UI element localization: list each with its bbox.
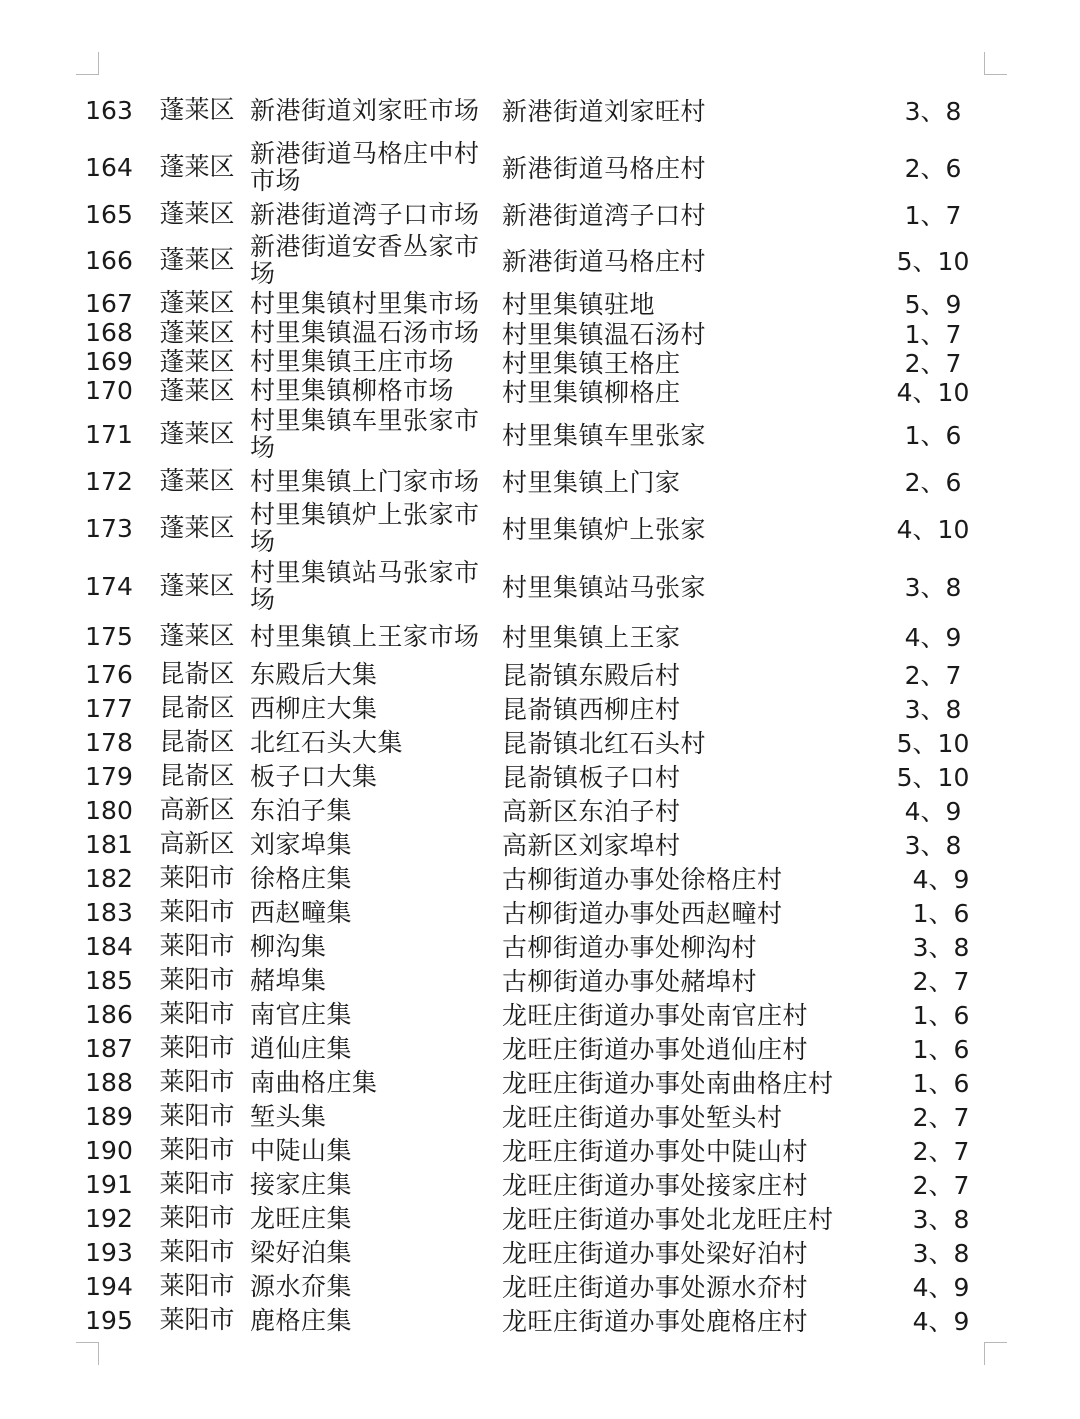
market-days-cell: 3、8 xyxy=(904,97,962,126)
market-days-cell: 1、7 xyxy=(904,201,962,230)
market-days-cell: 5、10 xyxy=(896,729,970,758)
district-cell: 蓬莱区 xyxy=(159,571,235,600)
market-name-cell: 南官庄集 xyxy=(250,999,353,1029)
district-cell: 昆嵛区 xyxy=(159,693,235,722)
location-cell: 村里集镇王格庄 xyxy=(502,348,681,378)
location-cell: 龙旺庄街道办事处接家庄村 xyxy=(502,1171,809,1200)
market-name-cell: 村里集镇上王家市场 xyxy=(250,621,480,651)
location-cell: 龙旺庄街道办事处中陡山村 xyxy=(502,1137,809,1166)
location-cell: 昆嵛镇北红石头村 xyxy=(502,729,707,758)
market-name-cell: 村里集镇村里集市场 xyxy=(250,288,480,318)
row-number: 163 xyxy=(85,95,133,125)
district-cell: 昆嵛区 xyxy=(159,727,235,756)
district-cell: 莱阳市 xyxy=(159,1237,235,1266)
market-name-cell: 村里集镇站马张家市场 xyxy=(250,558,480,614)
market-name-cell: 新港街道湾子口市场 xyxy=(250,199,480,229)
table-row xyxy=(84,691,984,725)
table-row xyxy=(84,657,984,691)
row-number: 185 xyxy=(85,965,133,995)
market-name-cell: 龙旺庄集 xyxy=(250,1203,353,1233)
district-cell: 莱阳市 xyxy=(159,1305,235,1334)
table-row xyxy=(84,1201,984,1235)
market-name-cell: 赭埠集 xyxy=(250,965,327,995)
district-cell: 蓬莱区 xyxy=(159,288,235,317)
location-cell: 村里集镇车里张家 xyxy=(502,421,707,450)
table-row xyxy=(84,997,984,1031)
location-cell: 新港街道马格庄村 xyxy=(502,154,707,183)
market-name-cell: 徐格庄集 xyxy=(250,863,353,893)
market-days-cell: 2、7 xyxy=(912,1103,970,1132)
market-name-cell: 新港街道马格庄中村市场 xyxy=(250,139,480,195)
market-name-cell: 村里集镇车里张家市场 xyxy=(250,406,480,462)
district-cell: 莱阳市 xyxy=(159,1135,235,1164)
market-days-cell: 1、6 xyxy=(912,1069,970,1098)
location-cell: 村里集镇驻地 xyxy=(502,290,656,319)
market-name-cell: 西柳庄大集 xyxy=(250,693,378,723)
district-cell: 蓬莱区 xyxy=(159,466,235,495)
market-name-cell: 新港街道刘家旺市场 xyxy=(250,95,480,125)
row-number: 178 xyxy=(85,727,133,757)
row-number: 171 xyxy=(85,419,133,449)
table-row xyxy=(84,963,984,997)
table-row xyxy=(84,1031,984,1065)
market-days-cell: 1、6 xyxy=(912,1001,970,1030)
table-row xyxy=(84,196,984,232)
table-row xyxy=(84,1167,984,1201)
district-cell: 高新区 xyxy=(159,829,235,858)
crop-mark-top-right xyxy=(984,52,1007,75)
crop-mark-top-left xyxy=(76,52,99,75)
market-days-cell: 4、9 xyxy=(912,1273,970,1302)
market-days-cell: 1、6 xyxy=(912,1035,970,1064)
market-name-cell: 村里集镇温石汤市场 xyxy=(250,318,480,347)
market-name-cell: 西赵疃集 xyxy=(250,897,353,927)
table-row xyxy=(84,232,984,288)
location-cell: 村里集镇上门家 xyxy=(502,468,681,497)
market-days-cell: 5、10 xyxy=(896,763,970,792)
market-name-cell: 堑头集 xyxy=(250,1101,327,1131)
table-row xyxy=(84,405,984,463)
table-row xyxy=(84,82,984,138)
row-number: 172 xyxy=(85,466,133,496)
location-cell: 高新区东泊子村 xyxy=(502,797,681,826)
row-number: 186 xyxy=(85,999,133,1029)
market-name-cell: 村里集镇王庄市场 xyxy=(250,347,455,376)
market-name-cell: 村里集镇柳格市场 xyxy=(250,376,455,405)
location-cell: 昆嵛镇板子口村 xyxy=(502,763,681,792)
market-days-cell: 4、10 xyxy=(896,377,970,407)
row-number: 184 xyxy=(85,931,133,961)
district-cell: 蓬莱区 xyxy=(159,245,235,274)
market-days-cell: 2、7 xyxy=(912,967,970,996)
location-cell: 村里集镇站马张家 xyxy=(502,573,707,602)
district-cell: 蓬莱区 xyxy=(159,419,235,448)
market-days-cell: 3、8 xyxy=(904,695,962,724)
row-number: 188 xyxy=(85,1067,133,1097)
row-number: 174 xyxy=(85,571,133,601)
table-row xyxy=(84,463,984,499)
table-row xyxy=(84,615,984,657)
table-row xyxy=(84,1269,984,1303)
row-number: 165 xyxy=(85,199,133,229)
location-cell: 村里集镇柳格庄 xyxy=(502,377,681,407)
location-cell: 古柳街道办事处西赵疃村 xyxy=(502,899,783,928)
district-cell: 莱阳市 xyxy=(159,897,235,926)
table-row xyxy=(84,1303,984,1337)
row-number: 168 xyxy=(85,318,133,347)
district-cell: 莱阳市 xyxy=(159,1271,235,1300)
row-number: 164 xyxy=(85,152,133,182)
market-name-cell: 刘家埠集 xyxy=(250,829,353,859)
table-row xyxy=(84,793,984,827)
district-cell: 莱阳市 xyxy=(159,863,235,892)
market-name-cell: 东殿后大集 xyxy=(250,659,378,689)
district-cell: 蓬莱区 xyxy=(159,199,235,228)
location-cell: 龙旺庄街道办事处堑头村 xyxy=(502,1103,783,1132)
market-days-cell: 4、9 xyxy=(912,1307,970,1336)
market-name-cell: 鹿格庄集 xyxy=(250,1305,353,1335)
location-cell: 龙旺庄街道办事处逍仙庄村 xyxy=(502,1035,809,1064)
location-cell: 昆嵛镇西柳庄村 xyxy=(502,695,681,724)
district-cell: 昆嵛区 xyxy=(159,659,235,688)
location-cell: 龙旺庄街道办事处南官庄村 xyxy=(502,1001,809,1030)
market-days-cell: 4、9 xyxy=(904,797,962,826)
row-number: 190 xyxy=(85,1135,133,1165)
market-days-cell: 2、7 xyxy=(912,1137,970,1166)
row-number: 183 xyxy=(85,897,133,927)
market-name-cell: 中陡山集 xyxy=(250,1135,353,1165)
row-number: 187 xyxy=(85,1033,133,1063)
market-name-cell: 新港街道安香丛家市场 xyxy=(250,232,480,288)
location-cell: 新港街道湾子口村 xyxy=(502,201,707,230)
location-cell: 龙旺庄街道办事处梁好泊村 xyxy=(502,1239,809,1268)
location-cell: 龙旺庄街道办事处鹿格庄村 xyxy=(502,1307,809,1336)
table-row xyxy=(84,138,984,196)
district-cell: 蓬莱区 xyxy=(159,375,235,405)
district-cell: 蓬莱区 xyxy=(159,317,235,347)
district-cell: 莱阳市 xyxy=(159,965,235,994)
table-row xyxy=(84,376,984,405)
market-days-cell: 3、8 xyxy=(912,1205,970,1234)
table-row xyxy=(84,759,984,793)
market-name-cell: 柳沟集 xyxy=(250,931,327,961)
table-row xyxy=(84,557,984,615)
location-cell: 新港街道刘家旺村 xyxy=(502,97,707,126)
table-row xyxy=(84,861,984,895)
row-number: 175 xyxy=(85,621,133,651)
market-days-cell: 2、7 xyxy=(904,661,962,690)
table-row xyxy=(84,895,984,929)
district-cell: 莱阳市 xyxy=(159,1033,235,1062)
district-cell: 蓬莱区 xyxy=(159,346,235,376)
market-days-cell: 1、6 xyxy=(904,421,962,450)
market-days-cell: 4、10 xyxy=(896,515,970,544)
market-days-cell: 4、9 xyxy=(912,865,970,894)
table-row xyxy=(84,1099,984,1133)
district-cell: 蓬莱区 xyxy=(159,621,235,650)
market-days-cell: 2、7 xyxy=(912,1171,970,1200)
row-number: 195 xyxy=(85,1305,133,1335)
table-row xyxy=(84,1235,984,1269)
market-days-cell: 1、6 xyxy=(912,899,970,928)
row-number: 193 xyxy=(85,1237,133,1267)
market-name-cell: 北红石头大集 xyxy=(250,727,404,757)
location-cell: 村里集镇炉上张家 xyxy=(502,515,707,544)
crop-mark-bottom-left xyxy=(76,1342,99,1365)
row-number: 169 xyxy=(85,347,133,376)
table-row xyxy=(84,725,984,759)
location-cell: 龙旺庄街道办事处源水夼村 xyxy=(502,1273,809,1302)
row-number: 194 xyxy=(85,1271,133,1301)
market-name-cell: 南曲格庄集 xyxy=(250,1067,378,1097)
location-cell: 古柳街道办事处赭埠村 xyxy=(502,967,758,996)
market-days-cell: 2、7 xyxy=(904,348,962,378)
location-cell: 新港街道马格庄村 xyxy=(502,247,707,276)
location-cell: 高新区刘家埠村 xyxy=(502,831,681,860)
row-number: 170 xyxy=(85,376,133,405)
market-name-cell: 板子口大集 xyxy=(250,761,378,791)
market-name-cell: 接家庄集 xyxy=(250,1169,353,1199)
market-name-cell: 村里集镇上门家市场 xyxy=(250,466,480,496)
row-number: 167 xyxy=(85,288,133,318)
market-name-cell: 源水夼集 xyxy=(250,1271,353,1301)
row-number: 180 xyxy=(85,795,133,825)
market-name-cell: 梁好泊集 xyxy=(250,1237,353,1267)
district-cell: 蓬莱区 xyxy=(159,513,235,542)
row-number: 182 xyxy=(85,863,133,893)
district-cell: 莱阳市 xyxy=(159,1203,235,1232)
market-name-cell: 村里集镇炉上张家市场 xyxy=(250,500,480,556)
market-days-cell: 3、8 xyxy=(912,933,970,962)
row-number: 177 xyxy=(85,693,133,723)
row-number: 181 xyxy=(85,829,133,859)
market-days-cell: 5、9 xyxy=(904,290,962,319)
location-cell: 龙旺庄街道办事处南曲格庄村 xyxy=(502,1069,834,1098)
table-row xyxy=(84,288,984,318)
table-row xyxy=(84,929,984,963)
district-cell: 昆嵛区 xyxy=(159,761,235,790)
row-number: 176 xyxy=(85,659,133,689)
district-cell: 莱阳市 xyxy=(159,931,235,960)
location-cell: 昆嵛镇东殿后村 xyxy=(502,661,681,690)
row-number: 191 xyxy=(85,1169,133,1199)
row-number: 189 xyxy=(85,1101,133,1131)
location-cell: 村里集镇温石汤村 xyxy=(502,319,707,349)
district-cell: 蓬莱区 xyxy=(159,152,235,181)
district-cell: 蓬莱区 xyxy=(159,95,235,124)
market-name-cell: 逍仙庄集 xyxy=(250,1033,353,1063)
district-cell: 莱阳市 xyxy=(159,999,235,1028)
district-cell: 莱阳市 xyxy=(159,1169,235,1198)
market-name-cell: 东泊子集 xyxy=(250,795,353,825)
location-cell: 龙旺庄街道办事处北龙旺庄村 xyxy=(502,1205,834,1234)
market-days-cell: 1、7 xyxy=(904,319,962,349)
district-cell: 莱阳市 xyxy=(159,1101,235,1130)
location-cell: 古柳街道办事处徐格庄村 xyxy=(502,865,783,894)
market-days-cell: 3、8 xyxy=(912,1239,970,1268)
crop-mark-bottom-right xyxy=(984,1342,1007,1365)
location-cell: 古柳街道办事处柳沟村 xyxy=(502,933,758,962)
market-schedule-table xyxy=(84,82,984,1337)
row-number: 192 xyxy=(85,1203,133,1233)
market-days-cell: 3、8 xyxy=(904,573,962,602)
table-row xyxy=(84,1065,984,1099)
table-row xyxy=(84,827,984,861)
location-cell: 村里集镇上王家 xyxy=(502,623,681,652)
district-cell: 莱阳市 xyxy=(159,1067,235,1096)
district-cell: 高新区 xyxy=(159,795,235,824)
market-days-cell: 2、6 xyxy=(904,154,962,183)
row-number: 173 xyxy=(85,513,133,543)
table-row xyxy=(84,499,984,557)
row-number: 166 xyxy=(85,245,133,275)
market-days-cell: 4、9 xyxy=(904,623,962,652)
row-number: 179 xyxy=(85,761,133,791)
table-row xyxy=(84,1133,984,1167)
market-days-cell: 2、6 xyxy=(904,468,962,497)
market-days-cell: 5、10 xyxy=(896,247,970,276)
market-days-cell: 3、8 xyxy=(904,831,962,860)
